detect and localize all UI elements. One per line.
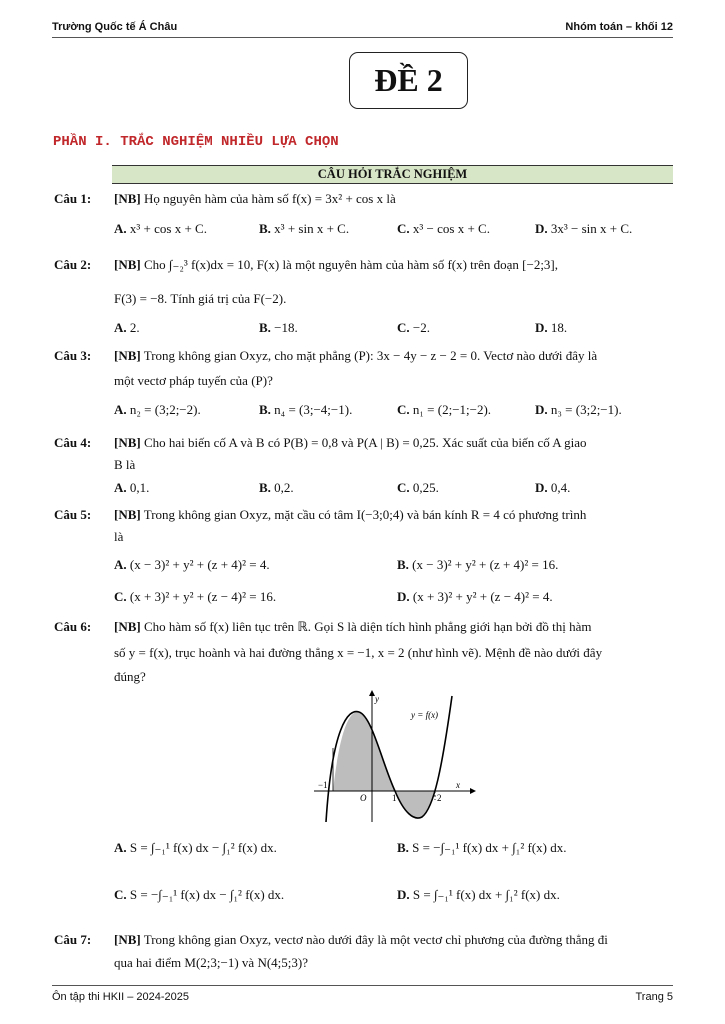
question-text: [NB] Cho hàm số f(x) liên tục trên ℝ. Gọi S là diện tích hình phẳng giới hạn bởi đồ thị hàm	[114, 619, 592, 634]
option[interactable]: D. n₃ = (3;2;−1).	[535, 402, 622, 417]
option[interactable]: D. (x + 3)² + y² + (z − 4)² = 4.	[397, 589, 553, 604]
question-label: Câu 5:	[54, 507, 92, 522]
question-text-cont: là	[114, 529, 124, 544]
function-graph	[312, 688, 478, 824]
question-label: Câu 1:	[54, 191, 92, 206]
shaded-region-left	[333, 712, 395, 791]
option[interactable]: D. 0,4.	[535, 480, 571, 495]
tick-label-2: 2	[437, 793, 442, 803]
option[interactable]: A. S = ∫₋₁¹ f(x) dx − ∫₁² f(x) dx.	[114, 840, 277, 855]
option[interactable]: C. S = −∫₋₁¹ f(x) dx − ∫₁² f(x) dx.	[114, 887, 285, 902]
option[interactable]: B. 0,2.	[259, 480, 294, 495]
question-label: Câu 7:	[54, 932, 92, 947]
page-header	[52, 19, 673, 38]
tick-label-1: 1	[392, 793, 397, 803]
option[interactable]: B. −18.	[259, 320, 298, 335]
origin-label: O	[360, 793, 367, 803]
option[interactable]: C. −2.	[397, 320, 430, 335]
question-label: Câu 6:	[54, 619, 92, 634]
question-text: [NB] Trong không gian Oxyz, cho mặt phẳng (P): 3x − 4y − z − 2 = 0. Vectơ nào dưới đây là	[114, 348, 598, 363]
curve-label: y = f(x)	[411, 710, 439, 720]
page-footer	[52, 985, 673, 1003]
option[interactable]: C. x³ − cos x + C.	[397, 221, 490, 236]
option[interactable]: C. n₁ = (2;−1;−2).	[397, 402, 492, 417]
group-name: Nhóm toán – khối 12	[565, 21, 673, 33]
page-number: Trang 5	[635, 991, 673, 1003]
option[interactable]: C. 0,25.	[397, 480, 439, 495]
option[interactable]: A. (x − 3)² + y² + (z + 4)² = 4.	[114, 557, 270, 572]
question-text: [NB] Trong không gian Oxyz, mặt cầu có tâm I(−3;0;4) và bán kính R = 4 có phương trình	[114, 507, 587, 522]
question-label: Câu 4:	[54, 435, 92, 450]
option[interactable]: A. n₂ = (3;2;−2).	[114, 402, 201, 417]
school-name: Trường Quốc tế Á Châu	[52, 21, 178, 33]
option[interactable]: D. 18.	[535, 320, 568, 335]
question-text: [NB] Trong không gian Oxyz, vectơ nào dưới đây là một vectơ chỉ phương của đường thẳng đi	[114, 932, 608, 947]
option[interactable]: B. S = −∫₋₁¹ f(x) dx + ∫₁² f(x) dx.	[397, 840, 567, 855]
option[interactable]: D. 3x³ − sin x + C.	[535, 221, 633, 236]
exam-title: ĐỀ 2	[349, 52, 468, 109]
option[interactable]: C. (x + 3)² + y² + (z − 4)² = 16.	[114, 589, 277, 604]
y-axis-label: y	[375, 694, 379, 704]
question-text-cont: đúng?	[114, 669, 146, 684]
question-text-cont: B là	[114, 457, 136, 472]
option[interactable]: B. (x − 3)² + y² + (z + 4)² = 16.	[397, 557, 559, 572]
option[interactable]: A. 0,1.	[114, 480, 150, 495]
option[interactable]: B. x³ + sin x + C.	[259, 221, 350, 236]
question-text-cont: một vectơ pháp tuyến của (P)?	[114, 373, 273, 388]
question-label: Câu 2:	[54, 257, 92, 272]
tick-label-minus-1: −1	[318, 780, 328, 790]
question-text-cont: qua hai điểm M(2;3;−1) và N(4;5;3)?	[114, 955, 308, 970]
option[interactable]: D. S = ∫₋₁¹ f(x) dx + ∫₁² f(x) dx.	[397, 887, 560, 902]
section-bar: CÂU HỎI TRẮC NGHIỆM	[112, 165, 673, 184]
option[interactable]: A. 2.	[114, 320, 140, 335]
question-text: [NB] Cho ∫₋₂³ f(x)dx = 10, F(x) là một nguyên hàm của hàm số f(x) trên đoạn [−2;3],	[114, 257, 559, 272]
question-text-cont: F(3) = −8. Tính giá trị của F(−2).	[114, 291, 287, 306]
question-text: [NB] Họ nguyên hàm của hàm số f(x) = 3x² + cos x là	[114, 191, 396, 206]
option[interactable]: B. n₄ = (3;−4;−1).	[259, 402, 353, 417]
question-label: Câu 3:	[54, 348, 92, 363]
option[interactable]: A. x³ + cos x + C.	[114, 221, 207, 236]
question-text-cont: số y = f(x), trục hoành và hai đường thẳng x = −1, x = 2 (như hình vẽ). Mệnh đề nào dưới đây	[114, 645, 603, 660]
part-title: PHẦN I. TRẮC NGHIỆM NHIỀU LỰA CHỌN	[53, 134, 339, 150]
question-text: [NB] Cho hai biến cố A và B có P(B) = 0,8 và P(A | B) = 0,25. Xác suất của biến cố A giao	[114, 435, 587, 450]
x-axis-arrow	[470, 788, 476, 794]
footer-left: Ôn tập thi HKII – 2024-2025	[52, 991, 189, 1003]
x-axis-label: x	[456, 780, 460, 790]
